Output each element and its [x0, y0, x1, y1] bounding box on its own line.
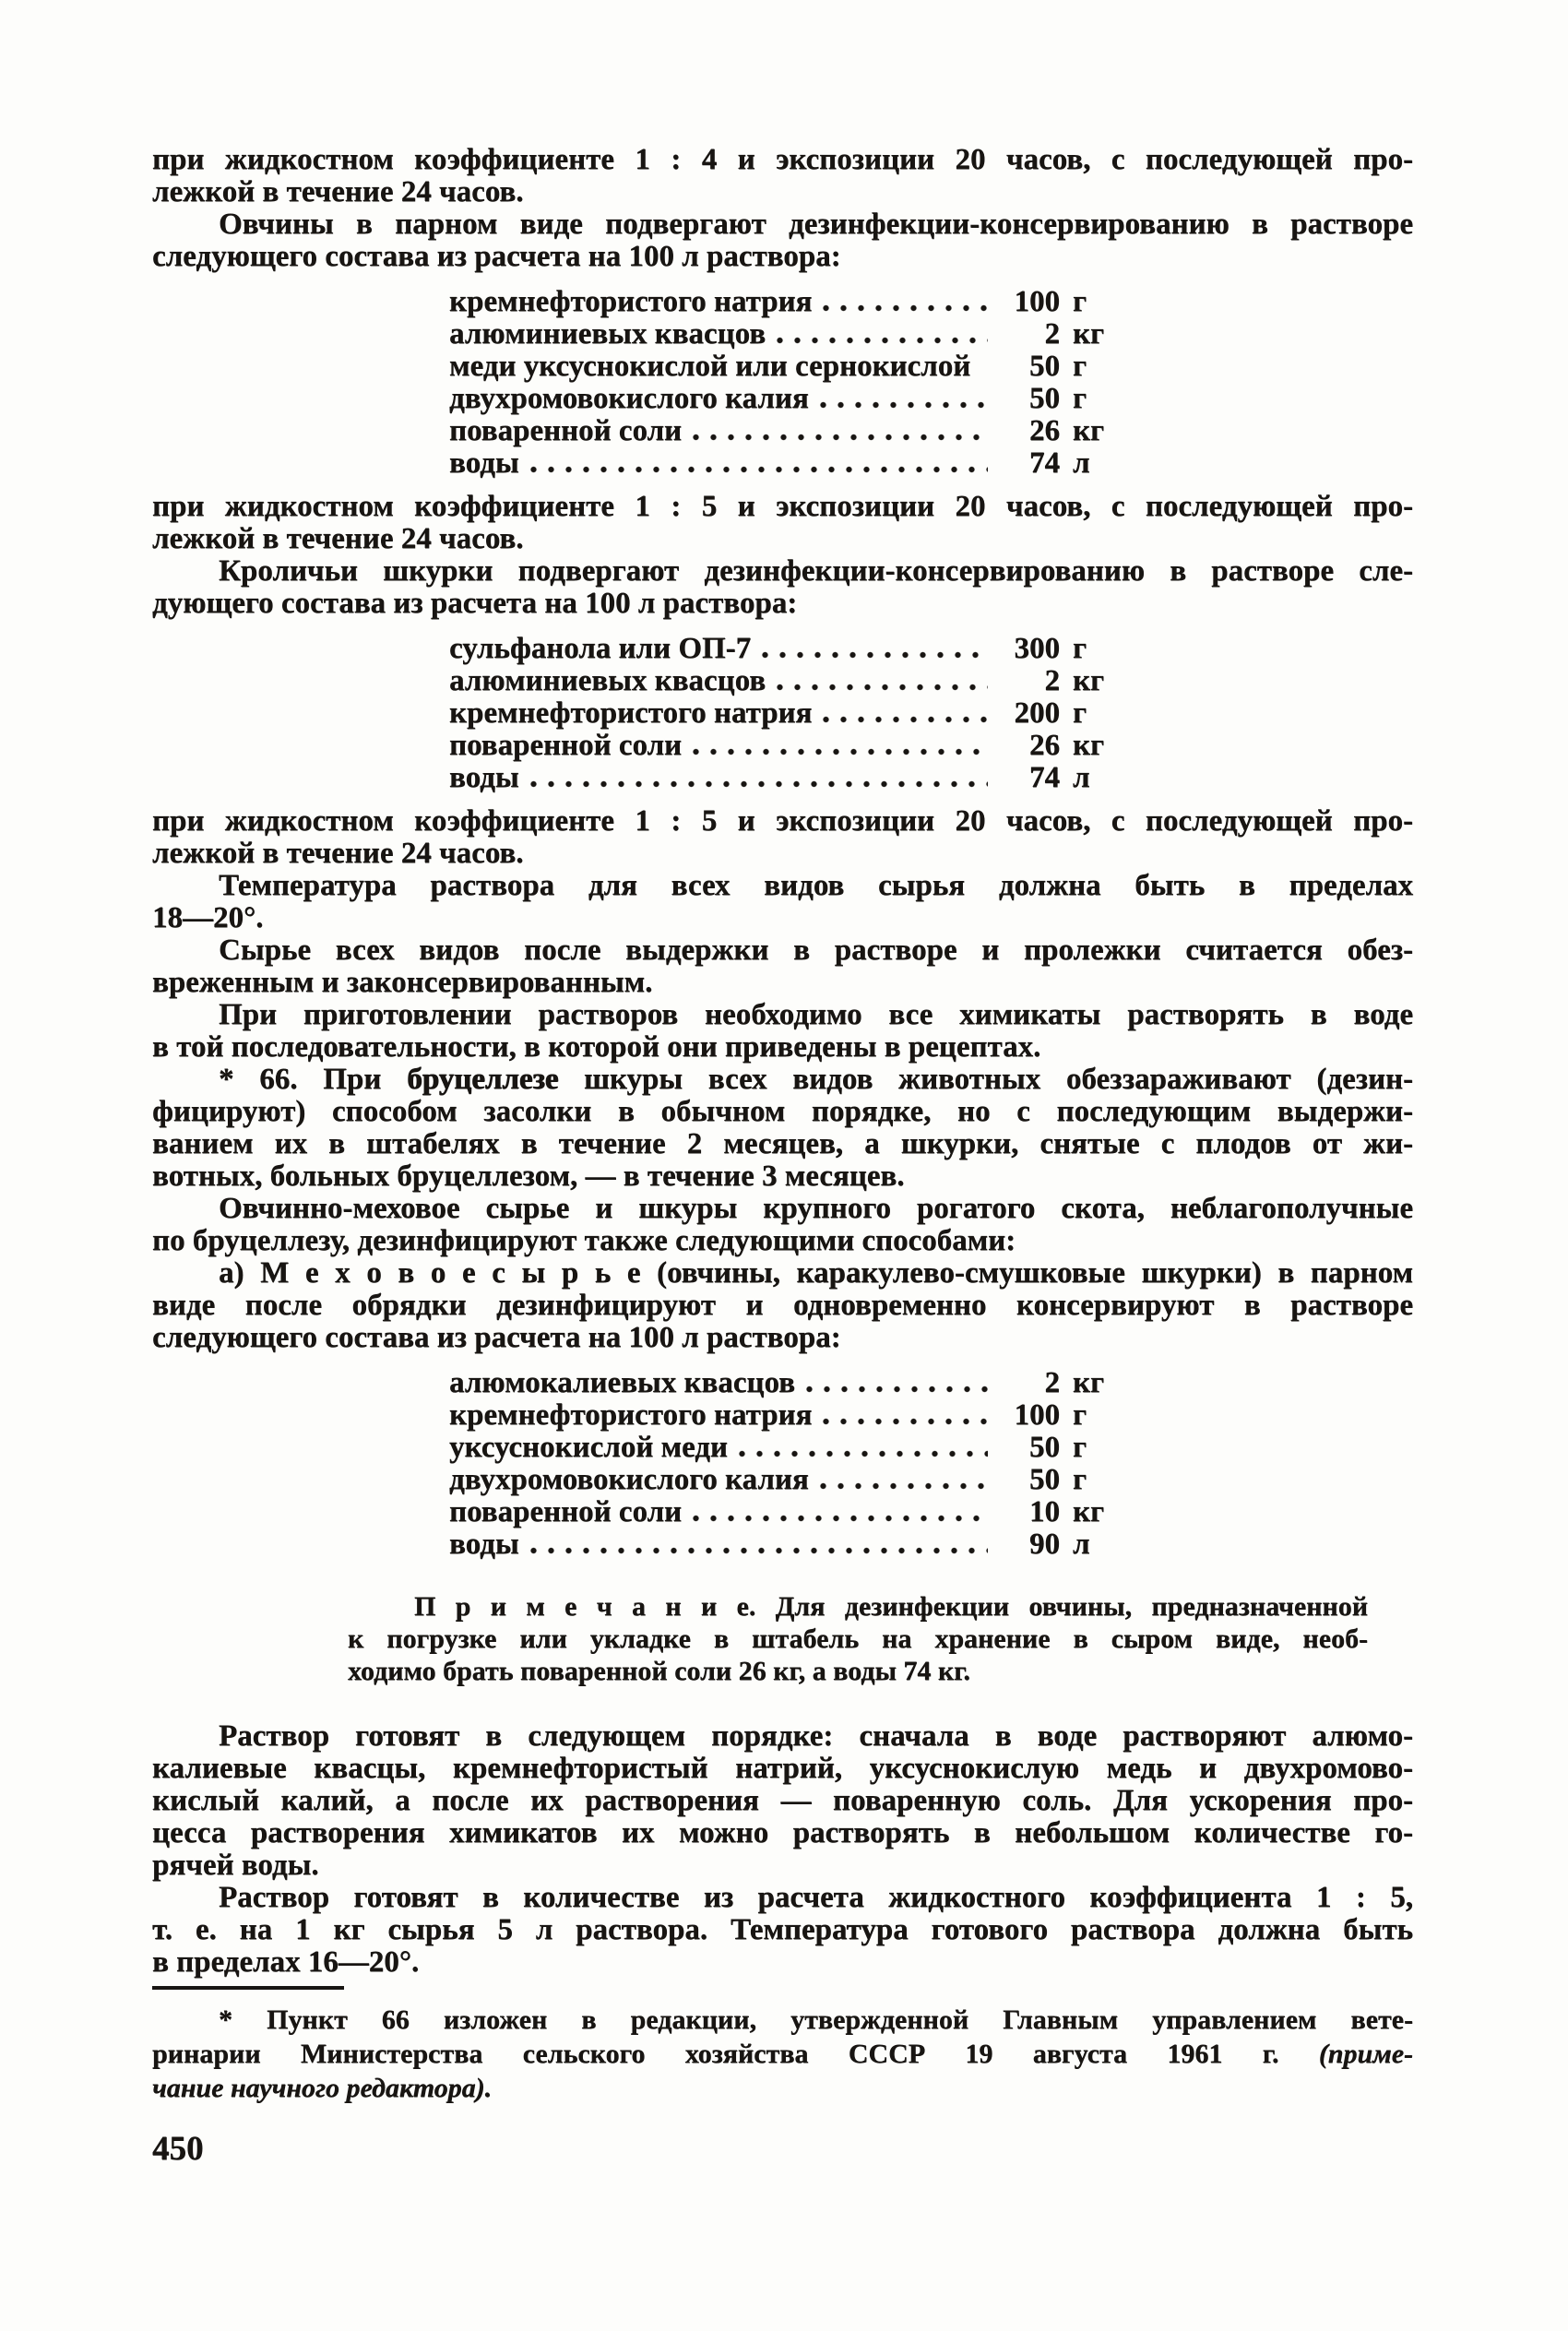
- dot-leader: [823, 1418, 988, 1426]
- dot-leader: [530, 466, 988, 474]
- text-line: Сырье всех видов после выдержки в растворе и пролежки считается обез-: [219, 934, 1413, 967]
- recipe-item-name: воды: [449, 761, 519, 794]
- recipe-unit: г: [1073, 1431, 1087, 1464]
- text-line: при жидкостном коэффициенте 1 : 5 и экспозиции 20 часов, с последующей про-: [152, 804, 1413, 838]
- text-line: * Пункт 66 изложен в редакции, утвержденной Главным управлением вете-: [219, 2004, 1413, 2035]
- recipe-item-name: уксуснокислой меди: [449, 1431, 728, 1464]
- text-line: по бруцеллезу, дезинфицируют также следующими способами:: [152, 1224, 1016, 1257]
- recipe-amount: 50: [1029, 1463, 1060, 1496]
- recipe-row: [449, 1528, 1123, 1561]
- recipe-amount: 74: [1029, 446, 1060, 480]
- recipe-row: [449, 1432, 1123, 1464]
- dot-leader: [820, 1482, 988, 1491]
- dot-leader: [806, 1386, 988, 1394]
- text-block: [152, 144, 1413, 2105]
- text-line: 18—20°.: [152, 901, 264, 934]
- recipe-amount: 10: [1029, 1495, 1060, 1528]
- paragraph: [152, 870, 1413, 934]
- recipe-unit: кг: [1073, 414, 1104, 447]
- text-line: калиевые квасцы, кремнефтористый натрий, уксуснокислую медь и двухромово-: [152, 1752, 1413, 1785]
- italic-text: чание научного редактора).: [152, 2073, 493, 2103]
- recipe-table: [449, 1367, 1123, 1561]
- recipe-row: [449, 1367, 1123, 1399]
- paragraph: [152, 1257, 1413, 1354]
- dot-leader: [739, 1450, 988, 1458]
- recipe-row: [449, 1496, 1123, 1528]
- text-line: фицируют) способом засолки в обычном порядке, но с последующим выдержи-: [152, 1095, 1413, 1128]
- dot-leader: [762, 651, 988, 660]
- recipe-unit: г: [1073, 1463, 1087, 1496]
- recipe-amount: 50: [1029, 350, 1060, 383]
- recipe-unit: л: [1073, 446, 1090, 480]
- recipe-amount: 26: [1029, 729, 1060, 762]
- text-line: т. е. на 1 кг сырья 5 л раствора. Температура готового раствора должна быть: [152, 1913, 1413, 1946]
- recipe-unit: кг: [1073, 1366, 1104, 1399]
- paragraph: [152, 555, 1413, 620]
- recipe-amount: 200: [1014, 696, 1060, 730]
- recipe-row: [449, 730, 1123, 762]
- bold-text: бруцеллезе: [407, 1063, 559, 1096]
- paragraph: [152, 1882, 1413, 1979]
- recipe-item-name: поваренной соли: [449, 1495, 683, 1528]
- recipe-unit: кг: [1073, 729, 1104, 762]
- text-line: рячей воды.: [152, 1849, 319, 1882]
- recipe-row: [449, 762, 1123, 794]
- text-line: дующего состава из расчета на 100 л раствора:: [152, 587, 798, 620]
- recipe-item-name: двухромовокислого калия: [449, 382, 809, 415]
- dot-leader: [823, 716, 988, 724]
- dot-leader: [823, 304, 988, 313]
- text-line: лежкой в течение 24 часов.: [152, 837, 524, 870]
- dot-leader: [777, 337, 988, 345]
- dot-leader: [693, 748, 988, 756]
- text-line: ходимо брать поваренной соли 26 кг, а воды 74 кг.: [348, 1656, 970, 1686]
- recipe-item-name: поваренной соли: [449, 729, 683, 762]
- recipe-row: [449, 1464, 1123, 1496]
- text-line: виде после обрядки дезинфицируют и одновременно консервируют в растворе: [152, 1289, 1413, 1322]
- dot-leader: [530, 1547, 988, 1555]
- text-line: ванием их в штабелях в течение 2 месяцев, а шкурки, снятые с плодов от жи-: [152, 1127, 1413, 1160]
- text-line: [152, 2037, 1413, 2071]
- recipe-item-name: сульфанола или ОП-7: [449, 632, 752, 665]
- text-line: следующего состава из расчета на 100 л раствора:: [152, 1321, 841, 1354]
- text-line: при жидкостном коэффициенте 1 : 5 и экспозиции 20 часов, с последующей про-: [152, 490, 1413, 523]
- italic-text: (приме-: [1318, 2039, 1413, 2069]
- recipe-row: [449, 286, 1123, 318]
- text-line: следующего состава из расчета на 100 л раствора:: [152, 240, 841, 273]
- recipe-amount: 2: [1044, 664, 1060, 697]
- text-line: кислый калий, а после их растворения — поваренную соль. Для ускорения про-: [152, 1784, 1413, 1817]
- recipe-amount: 2: [1044, 317, 1060, 351]
- dot-leader: [693, 434, 988, 442]
- paragraph: [152, 491, 1413, 555]
- dot-leader: [530, 780, 988, 789]
- recipe-row: [449, 351, 1123, 383]
- recipe-item-name: алюминиевых квасцов: [449, 317, 766, 351]
- paragraph: [152, 1193, 1413, 1257]
- recipe-item-name: воды: [449, 1528, 519, 1561]
- recipe-row: [449, 415, 1123, 447]
- recipe-amount: 100: [1014, 1398, 1060, 1432]
- recipe-amount: 100: [1014, 285, 1060, 318]
- recipe-item-name: кремнефтористого натрия: [449, 285, 813, 318]
- note-block: [348, 1590, 1368, 1687]
- paragraph: [152, 805, 1413, 870]
- text-segment: ринарии Министерства сельского хозяйства СССР 19 августа 1961 г.: [152, 2039, 1319, 2069]
- recipe-unit: г: [1073, 350, 1087, 383]
- text-line: лежкой в течение 24 часов.: [152, 522, 524, 555]
- recipe-unit: г: [1073, 382, 1087, 415]
- dot-leader: [693, 1515, 988, 1523]
- recipe-row: [449, 665, 1123, 697]
- recipe-item-name: кремнефтористого натрия: [449, 1398, 813, 1432]
- paragraph: [152, 1064, 1413, 1193]
- recipe-amount: 90: [1029, 1528, 1060, 1561]
- text-line: цесса растворения химикатов их можно растворять в небольшом количестве го-: [152, 1816, 1413, 1849]
- paragraph: [152, 144, 1413, 208]
- recipe-unit: л: [1073, 761, 1090, 794]
- text-line: в пределах 16—20°.: [152, 1945, 420, 1979]
- recipe-unit: кг: [1073, 1495, 1104, 1528]
- text-line: к погрузке или укладке в штабель на хранение в сыром виде, необ-: [348, 1623, 1368, 1654]
- recipe-row: [449, 318, 1123, 351]
- recipe-item-name: алюминиевых квасцов: [449, 664, 766, 697]
- recipe-unit: г: [1073, 632, 1087, 665]
- text-line: П р и м е ч а н и е. Для дезинфекции овчины, предназначенной: [414, 1591, 1368, 1622]
- footnote: [152, 2003, 1413, 2105]
- recipe-unit: кг: [1073, 664, 1104, 697]
- dot-leader: [777, 684, 988, 692]
- text-line: Кроличьи шкурки подвергают дезинфекции-консервированию в растворе сле-: [219, 554, 1413, 588]
- page-number: 450: [152, 2130, 204, 2168]
- recipe-row: [449, 383, 1123, 415]
- paragraph: [152, 934, 1413, 999]
- text-line: Раствор готовят в следующем порядке: сначала в воде растворяют алюмо-: [219, 1719, 1413, 1753]
- recipe-row: [449, 1399, 1123, 1432]
- recipe-item-name: поваренной соли: [449, 414, 683, 447]
- dot-leader: [981, 369, 988, 377]
- recipe-amount: 50: [1029, 382, 1060, 415]
- text-line: лежкой в течение 24 часов.: [152, 175, 524, 208]
- recipe-item-name: меди уксуснокислой или сернокислой: [449, 350, 971, 383]
- text-line: Овчины в парном виде подвергают дезинфекции-консервированию в растворе: [219, 208, 1413, 241]
- text-line: [152, 1064, 1413, 1096]
- recipe-amount: 26: [1029, 414, 1060, 447]
- text-line: а) М е х о в о е с ы р ь е (овчины, каракулево-смушковые шкурки) в парном: [219, 1256, 1413, 1290]
- recipe-item-name: двухромовокислого калия: [449, 1463, 809, 1496]
- text-line: При приготовлении растворов необходимо все химикаты растворять в воде: [219, 998, 1413, 1031]
- text-line: Раствор готовят в количестве из расчета жидкостного коэффициента 1 : 5,: [219, 1881, 1413, 1914]
- text-line: вреженным и законсервированным.: [152, 966, 653, 999]
- recipe-row: [449, 447, 1123, 480]
- recipe-amount: 300: [1014, 632, 1060, 665]
- recipe-unit: г: [1073, 1398, 1087, 1432]
- recipe-table: [449, 286, 1123, 480]
- text-line: [152, 2071, 1413, 2105]
- text-segment: * 66. При: [219, 1063, 408, 1096]
- recipe-table: [449, 633, 1123, 794]
- text-segment: шкуры всех видов животных обеззараживают (дезин-: [558, 1063, 1413, 1096]
- recipe-item-name: воды: [449, 446, 519, 480]
- recipe-unit: кг: [1073, 317, 1104, 351]
- paragraph: [152, 208, 1413, 273]
- text-line: вотных, больных бруцеллезом, — в течение 3 месяцев.: [152, 1160, 905, 1193]
- recipe-amount: 74: [1029, 761, 1060, 794]
- recipe-unit: г: [1073, 285, 1087, 318]
- paragraph: [152, 1720, 1413, 1882]
- text-line: Овчинно-меховое сырье и шкуры крупного рогатого скота, неблагополучные: [219, 1192, 1413, 1225]
- footnote-rule: [152, 1986, 344, 1990]
- dot-leader: [820, 401, 988, 410]
- text-line: Температура раствора для всех видов сырья должна быть в пределах: [219, 869, 1413, 902]
- recipe-row: [449, 697, 1123, 730]
- text-line: при жидкостном коэффициенте 1 : 4 и экспозиции 20 часов, с последующей про-: [152, 143, 1413, 176]
- recipe-item-name: алюмокалиевых квасцов: [449, 1366, 795, 1399]
- text-line: в той последовательности, в которой они приведены в рецептах.: [152, 1030, 1041, 1064]
- recipe-item-name: кремнефтористого натрия: [449, 696, 813, 730]
- recipe-amount: 50: [1029, 1431, 1060, 1464]
- recipe-amount: 2: [1044, 1366, 1060, 1399]
- paragraph: [152, 999, 1413, 1064]
- recipe-unit: г: [1073, 696, 1087, 730]
- recipe-row: [449, 633, 1123, 665]
- recipe-unit: л: [1073, 1528, 1090, 1561]
